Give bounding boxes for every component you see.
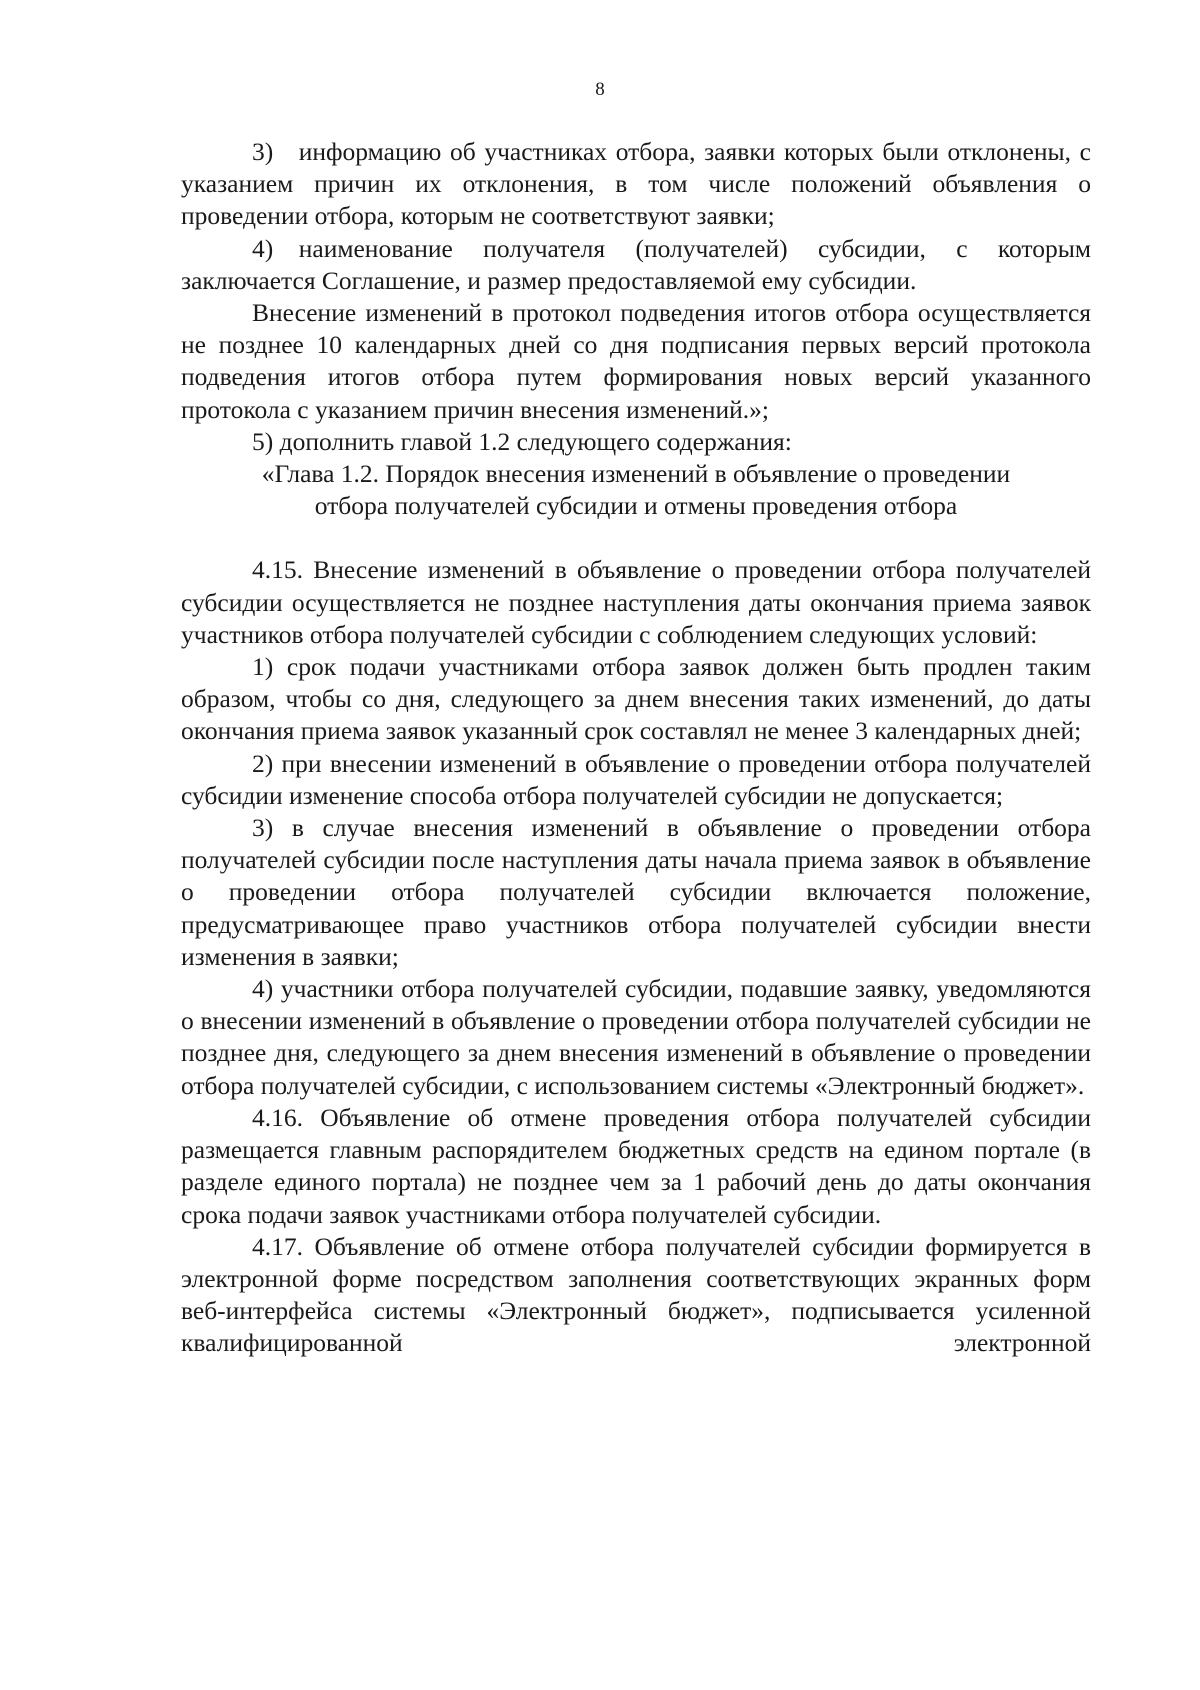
paragraph-item-3: 3) информацию об участниках отбора, заявки которых были отклонены, с указанием причин их отклонения, в том числе положений объявления о проведении отбора, которым не соответствуют заявки;: [181, 137, 1091, 231]
paragraph-protocol-changes: Внесение изменений в протокол подведения итогов отбора осуществляется не позднее 10 календарных дней со дня подписания первых версий протокола подведения итогов отбора путем формирования новых версий указанного протокола с указанием причин внесения изменений.»;: [181, 298, 1091, 424]
paragraph-amendment-5: 5) дополнить главой 1.2 следующего содержания:: [252, 426, 792, 456]
paragraph-4-17: 4.17. Объявление об отмене отбора получателей субсидии формируется в электронной форме посредством заполнения соответствующих экранных форм веб-интерфейса системы «Электронный бюджет», подписывается усиленной квалифицированной электронной: [181, 1231, 1091, 1358]
paragraph-condition-4: 4) участники отбора получателей субсидии, подавшие заявку, уведомляются о внесении изменений в объявление о проведении отбора получателей субсидии не позднее дня, следующего за днем внесения изменений в объявление о проведении отбора получателей субсидии, с использованием системы «Электронный бюджет».: [181, 974, 1091, 1100]
paragraph-condition-1: 1) срок подачи участниками отбора заявок должен быть продлен таким образом, чтобы со дня, следующего за днем внесения таких изменений, до даты окончания приема заявок указанный срок составлял не менее 3 календарных дней;: [181, 652, 1091, 746]
paragraph-condition-3: 3) в случае внесения изменений в объявление о проведении отбора получателей субсидии после наступления даты начала приема заявок в объявление о проведении отбора получателей субсидии включается положение, предусматривающее право участников отбора получателей субсидии внести изменения в заявки;: [181, 813, 1091, 971]
chapter-heading-line-1: «Глава 1.2. Порядок внесения изменений в объявление о проведении: [261, 459, 1011, 489]
paragraph-4-16: 4.16. Объявление об отмене проведения отбора получателей субсидии размещается главным распорядителем бюджетных средств на едином портале (в разделе единого портала) не позднее чем за 1 рабочий день до даты окончания срока подачи заявок участниками отбора получателей субсидии.: [181, 1102, 1091, 1229]
paragraph-item-4: 4) наименование получателя (получателей) субсидии, с которым заключается Соглашение, и размер предоставляемой ему субсидии.: [181, 233, 1091, 295]
spacer: [181, 522, 1091, 554]
paragraph-4-15: 4.15. Внесение изменений в объявление о проведении отбора получателей субсидии осуществляется не позднее наступления даты окончания приема заявок участников отбора получателей субсидии с соблюдением следующих условий:: [181, 555, 1091, 649]
page-number: 8: [595, 79, 605, 100]
chapter-heading-line-2: отбора получателей субсидии и отмены проведения отбора: [314, 491, 958, 521]
document-body: [181, 136, 1091, 1360]
paragraph-condition-2: 2) при внесении изменений в объявление о проведении отбора получателей субсидии изменение способа отбора получателей субсидии не допускается;: [181, 748, 1091, 810]
